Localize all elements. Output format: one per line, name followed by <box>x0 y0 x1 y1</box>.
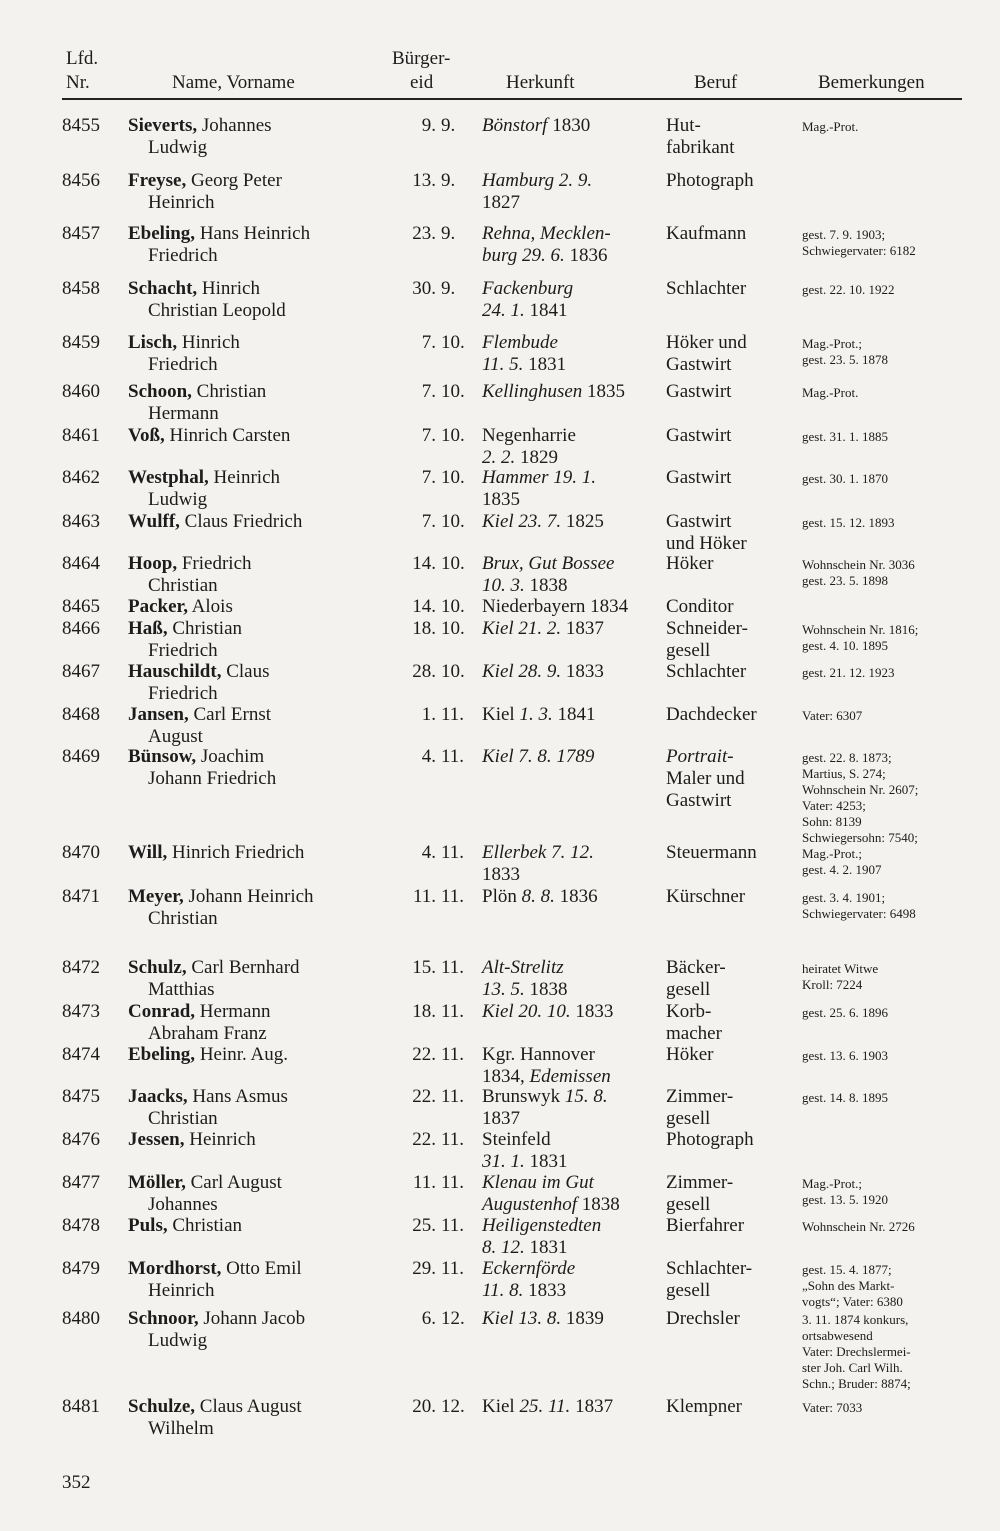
oath-month: 12. <box>441 1396 465 1417</box>
entry-occupation: Photograph <box>666 170 754 191</box>
oath-day: 7. <box>421 511 436 532</box>
entry-name: Schulze, Claus August Wilhelm <box>128 1396 302 1439</box>
oath-day: 11. <box>412 1172 436 1193</box>
entry-origin: Hamburg 2. 9. 1827 <box>482 170 593 213</box>
oath-month: 9. <box>441 170 456 191</box>
header-rule <box>62 98 962 100</box>
oath-day: 23. <box>412 223 436 244</box>
entry-remarks: gest. 3. 4. 1901; Schwiegervater: 6498 <box>802 890 916 921</box>
entry-number: 8457 <box>62 223 100 244</box>
entry-number: 8467 <box>62 661 100 682</box>
entry-occupation: Gastwirt <box>666 425 732 446</box>
entry-origin: Kiel 25. 11. 1837 <box>482 1396 614 1417</box>
entry-name: Meyer, Johann Heinrich Christian <box>128 886 314 929</box>
entry-number: 8461 <box>62 425 100 446</box>
entry-name: Westphal, Heinrich Ludwig <box>128 467 281 510</box>
entry-remarks: gest. 7. 9. 1903; Schwiegervater: 6182 <box>802 227 916 258</box>
oath-month: 10. <box>441 332 465 353</box>
oath-month: 10. <box>441 553 465 574</box>
oath-month: 11. <box>441 1044 465 1065</box>
entry-number: 8464 <box>62 553 100 574</box>
entry-origin: Niederbayern 1834 <box>482 596 629 617</box>
entry-occupation: Höker <box>666 1044 714 1065</box>
entry-occupation: Klempner <box>666 1396 742 1417</box>
oath-day: 28. <box>412 661 436 682</box>
entry-number: 8470 <box>62 842 100 863</box>
oath-month: 11. <box>441 1129 465 1150</box>
entry-origin: Kgr. Hannover 1834, Edemissen <box>482 1044 611 1087</box>
entry-occupation: Portrait- Maler und Gastwirt <box>666 746 745 811</box>
entry-name: Jessen, Heinrich <box>128 1129 256 1150</box>
entry-occupation: Schlachter <box>666 661 747 682</box>
oath-month: 9. <box>441 223 456 244</box>
entry-occupation: Gastwirt <box>666 381 732 402</box>
entry-origin: Kiel 13. 8. 1839 <box>482 1308 604 1329</box>
entry-origin: Alt-Strelitz 13. 5. 1838 <box>482 957 568 1000</box>
entry-number: 8475 <box>62 1086 100 1107</box>
entry-occupation: Hut- fabrikant <box>666 115 735 158</box>
entry-number: 8476 <box>62 1129 100 1150</box>
entry-remarks: gest. 21. 12. 1923 <box>802 665 895 680</box>
oath-day: 14. <box>412 596 436 617</box>
entry-number: 8474 <box>62 1044 100 1065</box>
oath-month: 11. <box>441 886 465 907</box>
entry-origin: Kiel 20. 10. 1833 <box>482 1001 614 1022</box>
entry-remarks: Wohnschein Nr. 1816; gest. 4. 10. 1895 <box>802 622 919 653</box>
oath-month: 11. <box>441 1001 465 1022</box>
entry-origin: Steinfeld 31. 1. 1831 <box>482 1129 568 1172</box>
entry-occupation: Schlachter- gesell <box>666 1258 753 1301</box>
entry-remarks: Vater: 7033 <box>802 1400 863 1415</box>
entry-remarks: gest. 22. 8. 1873; Martius, S. 274; Wohnschein Nr. 2607; Vater: 4253; Sohn: 8139 Schwiegersohn: 7540; <box>802 750 919 845</box>
entry-name: Bünsow, Joachim Johann Friedrich <box>128 746 277 789</box>
entry-origin: Brux, Gut Bossee 10. 3. 1838 <box>482 553 615 596</box>
entry-occupation: Kürschner <box>666 886 746 907</box>
oath-day: 1. <box>421 704 436 725</box>
oath-day: 30. <box>412 278 436 299</box>
entry-occupation: Drechsler <box>666 1308 740 1329</box>
oath-month: 11. <box>441 746 465 767</box>
oath-month: 10. <box>441 661 465 682</box>
oath-day: 14. <box>412 553 436 574</box>
entry-origin: Negenharrie 2. 2. 1829 <box>482 425 576 468</box>
header-buerger: Bürger- <box>392 48 451 69</box>
entry-origin: Klenau im Gut Augustenhof 1838 <box>482 1172 620 1215</box>
entry-origin: Kellinghusen 1835 <box>482 381 626 402</box>
entry-occupation: Zimmer- gesell <box>666 1086 734 1129</box>
entry-remarks: Wohnschein Nr. 3036 gest. 23. 5. 1898 <box>802 557 915 588</box>
entry-remarks: gest. 25. 6. 1896 <box>802 1005 888 1020</box>
header-herkunft: Herkunft <box>506 72 575 93</box>
entry-occupation: Bierfahrer <box>666 1215 745 1236</box>
entry-name: Conrad, Hermann Abraham Franz <box>128 1001 271 1044</box>
entry-occupation: Zimmer- gesell <box>666 1172 734 1215</box>
entry-origin: Hammer 19. 1. 1835 <box>482 467 596 510</box>
entry-number: 8463 <box>62 511 100 532</box>
oath-day: 29. <box>412 1258 436 1279</box>
header-name: Name, Vorname <box>172 72 295 93</box>
entry-number: 8473 <box>62 1001 100 1022</box>
oath-day: 4. <box>421 842 436 863</box>
entry-name: Schoon, Christian Hermann <box>128 381 267 424</box>
entry-occupation: Höker und Gastwirt <box>666 332 747 375</box>
oath-month: 10. <box>441 596 465 617</box>
oath-month: 11. <box>441 1172 465 1193</box>
entry-number: 8480 <box>62 1308 100 1329</box>
entry-name: Jaacks, Hans Asmus Christian <box>128 1086 288 1129</box>
entry-remarks: gest. 15. 4. 1877; „Sohn des Markt- vogts“; Vater: 6380 <box>802 1262 903 1309</box>
entry-occupation: Schneider- gesell <box>666 618 748 661</box>
entry-number: 8479 <box>62 1258 100 1279</box>
entry-name: Ebeling, Heinr. Aug. <box>128 1044 288 1065</box>
oath-day: 7. <box>421 467 436 488</box>
entry-remarks: gest. 22. 10. 1922 <box>802 282 895 297</box>
entry-name: Puls, Christian <box>128 1215 243 1236</box>
entry-name: Packer, Alois <box>128 596 233 617</box>
oath-day: 7. <box>421 425 436 446</box>
entry-number: 8481 <box>62 1396 100 1417</box>
oath-day: 18. <box>412 1001 436 1022</box>
oath-day: 15. <box>412 957 436 978</box>
entry-remarks: Wohnschein Nr. 2726 <box>802 1219 915 1234</box>
entry-remarks: gest. 30. 1. 1870 <box>802 471 888 486</box>
entry-remarks: 3. 11. 1874 konkurs, ortsabwesend Vater: Drechslermei- ster Joh. Carl Wilh. Schn.; Bruder: 8874; <box>802 1312 911 1391</box>
oath-day: 25. <box>412 1215 436 1236</box>
entry-number: 8478 <box>62 1215 100 1236</box>
entry-remarks: Mag.-Prot.; gest. 13. 5. 1920 <box>802 1176 888 1207</box>
entry-origin: Kiel 28. 9. 1833 <box>482 661 604 682</box>
entry-occupation: Schlachter <box>666 278 747 299</box>
entry-occupation: Steuermann <box>666 842 757 863</box>
entry-remarks: gest. 15. 12. 1893 <box>802 515 895 530</box>
entry-origin: Ellerbek 7. 12. 1833 <box>482 842 594 885</box>
entry-occupation: Bäcker- gesell <box>666 957 726 1000</box>
oath-month: 12. <box>441 1308 465 1329</box>
entry-name: Jansen, Carl Ernst August <box>128 704 272 747</box>
entry-remarks: Mag.-Prot. <box>802 119 859 134</box>
header-lfd: Lfd. <box>66 48 99 69</box>
entry-name: Mordhorst, Otto Emil Heinrich <box>128 1258 302 1301</box>
entry-name: Schnoor, Johann Jacob Ludwig <box>128 1308 306 1351</box>
header-bemerkungen: Bemerkungen <box>818 72 925 93</box>
entry-number: 8477 <box>62 1172 100 1193</box>
entry-remarks: heiratet Witwe Kroll: 7224 <box>802 961 879 992</box>
entry-name: Lisch, Hinrich Friedrich <box>128 332 240 375</box>
oath-month: 10. <box>441 425 465 446</box>
entry-name: Schacht, Hinrich Christian Leopold <box>128 278 286 321</box>
header-nr: Nr. <box>66 72 90 93</box>
entry-origin: Rehna, Mecklen- burg 29. 6. 1836 <box>482 223 611 266</box>
oath-month: 11. <box>441 1215 465 1236</box>
oath-month: 11. <box>441 704 465 725</box>
entry-number: 8469 <box>62 746 100 767</box>
entry-number: 8459 <box>62 332 100 353</box>
oath-month: 11. <box>441 957 465 978</box>
oath-day: 6. <box>421 1308 436 1329</box>
entry-name: Schulz, Carl Bernhard Matthias <box>128 957 300 1000</box>
oath-day: 22. <box>412 1044 436 1065</box>
oath-month: 11. <box>441 1086 465 1107</box>
entry-name: Ebeling, Hans Heinrich Friedrich <box>128 223 311 266</box>
entry-number: 8456 <box>62 170 100 191</box>
oath-day: 22. <box>412 1129 436 1150</box>
entry-number: 8466 <box>62 618 100 639</box>
entry-occupation: Kaufmann <box>666 223 747 244</box>
oath-month: 10. <box>441 467 465 488</box>
oath-month: 11. <box>441 1258 465 1279</box>
entry-occupation: Photograph <box>666 1129 754 1150</box>
entry-occupation: Conditor <box>666 596 734 617</box>
table-header <box>0 48 1000 100</box>
entry-occupation: Korb- macher <box>666 1001 722 1044</box>
oath-month: 10. <box>441 381 465 402</box>
oath-day: 4. <box>421 746 436 767</box>
entry-name: Freyse, Georg Peter Heinrich <box>128 170 282 213</box>
oath-month: 10. <box>441 511 465 532</box>
entry-name: Hauschildt, Claus Friedrich <box>128 661 270 704</box>
entry-origin: Bönstorf 1830 <box>482 115 591 136</box>
entry-number: 8465 <box>62 596 100 617</box>
entry-origin: Heiligenstedten 8. 12. 1831 <box>482 1215 602 1258</box>
entry-occupation: Gastwirt und Höker <box>666 511 747 554</box>
entry-name: Voß, Hinrich Carsten <box>128 425 291 446</box>
entry-name: Will, Hinrich Friedrich <box>128 842 305 863</box>
oath-day: 22. <box>412 1086 436 1107</box>
oath-day: 18. <box>412 618 436 639</box>
page-number: 352 <box>62 1472 91 1493</box>
entry-occupation: Gastwirt <box>666 467 732 488</box>
entry-occupation: Höker <box>666 553 714 574</box>
entry-number: 8468 <box>62 704 100 725</box>
entry-origin: Plön 8. 8. 1836 <box>482 886 598 907</box>
entry-occupation: Dachdecker <box>666 704 757 725</box>
entry-remarks: Mag.-Prot.; gest. 4. 2. 1907 <box>802 846 882 877</box>
entry-remarks: Vater: 6307 <box>802 708 863 723</box>
oath-day: 7. <box>421 332 436 353</box>
entry-remarks: gest. 31. 1. 1885 <box>802 429 888 444</box>
oath-day: 20. <box>412 1396 436 1417</box>
entry-number: 8472 <box>62 957 100 978</box>
entry-origin: Eckernförde 11. 8. 1833 <box>482 1258 576 1301</box>
entry-name: Hoop, Friedrich Christian <box>128 553 252 596</box>
entry-remarks: Mag.-Prot.; gest. 23. 5. 1878 <box>802 336 888 367</box>
oath-day: 11. <box>412 886 436 907</box>
oath-day: 7. <box>421 381 436 402</box>
entry-number: 8460 <box>62 381 100 402</box>
entry-remarks: gest. 14. 8. 1895 <box>802 1090 888 1105</box>
entry-origin: Kiel 21. 2. 1837 <box>482 618 604 639</box>
entry-origin: Fackenburg 24. 1. 1841 <box>482 278 574 321</box>
entry-origin: Kiel 23. 7. 1825 <box>482 511 604 532</box>
entry-remarks: Mag.-Prot. <box>802 385 859 400</box>
entry-remarks: gest. 13. 6. 1903 <box>802 1048 888 1063</box>
oath-month: 9. <box>441 278 456 299</box>
entry-origin: Kiel 7. 8. 1789 <box>482 746 595 767</box>
oath-day: 9. <box>421 115 436 136</box>
entry-number: 8458 <box>62 278 100 299</box>
entry-name: Wulff, Claus Friedrich <box>128 511 303 532</box>
entry-origin: Kiel 1. 3. 1841 <box>482 704 596 725</box>
entry-name: Haß, Christian Friedrich <box>128 618 243 661</box>
oath-month: 11. <box>441 842 465 863</box>
oath-day: 13. <box>412 170 436 191</box>
entry-number: 8455 <box>62 115 100 136</box>
entry-number: 8471 <box>62 886 100 907</box>
entry-name: Möller, Carl August Johannes <box>128 1172 282 1215</box>
header-eid: eid <box>410 72 434 93</box>
entry-origin: Brunswyk 15. 8. 1837 <box>482 1086 608 1129</box>
entry-name: Sieverts, Johannes Ludwig <box>128 115 272 158</box>
oath-month: 9. <box>441 115 456 136</box>
header-beruf: Beruf <box>694 72 738 93</box>
oath-month: 10. <box>441 618 465 639</box>
entry-number: 8462 <box>62 467 100 488</box>
entry-origin: Flembude 11. 5. 1831 <box>482 332 567 375</box>
